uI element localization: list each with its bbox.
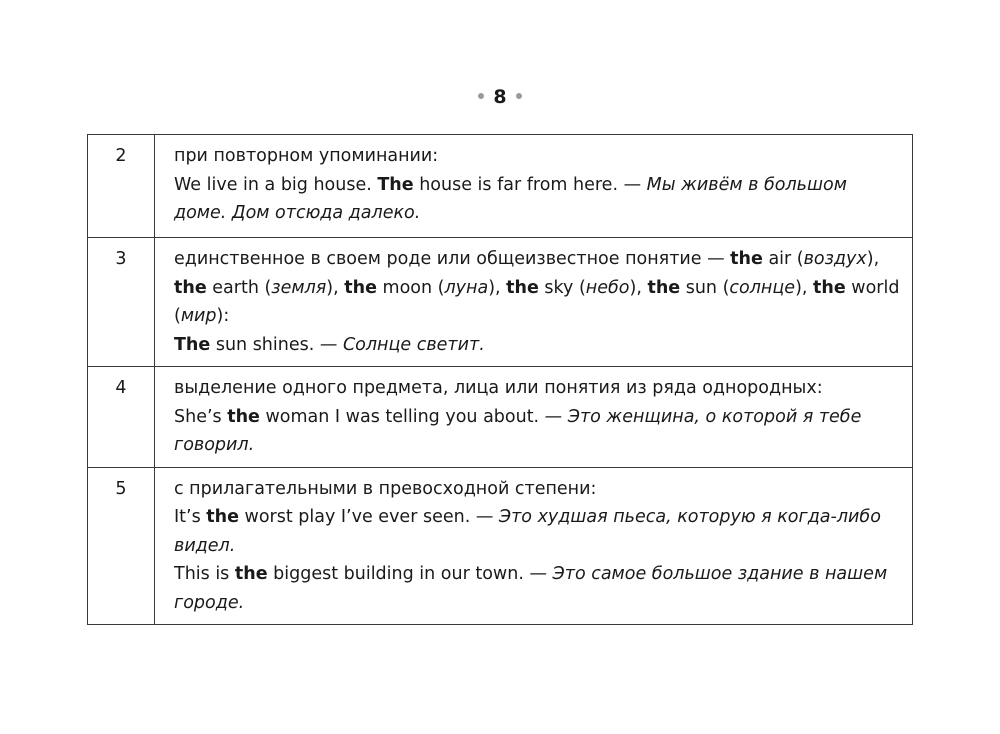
bullet-dot-right [516,93,522,99]
separator: ), [488,277,507,298]
table-row [88,367,913,468]
article-the: the [227,406,260,427]
example-line [174,560,900,617]
example-text: biggest building in our town. — [267,564,553,584]
row-content [155,467,913,625]
page-number-header [0,84,1000,110]
separator: ), [795,277,814,298]
article-the: the [174,277,207,298]
rule-heading: с прилагательными в превосходной степени: [174,478,597,499]
example-line [174,331,900,360]
row-content [155,367,913,468]
word: sun ( [680,277,730,298]
separator: ), [629,277,648,298]
word: sky ( [538,277,586,298]
separator: ): [216,306,230,326]
separator: ), [326,277,345,298]
translation: солнце [729,277,796,298]
row-content [155,135,913,238]
article-the: the [813,277,846,298]
article-the: The [377,174,414,195]
rule-heading: единственное в своем роде или общеизвестное понятие — [174,249,731,269]
row-number: 4 [88,367,155,468]
example-text: She’s [174,406,228,427]
row-number: 5 [88,467,155,625]
example-text: sun shines. — [210,334,343,355]
article-the: the [206,507,239,527]
word: world ( [174,277,900,326]
example-text: woman I was telling you about. — [259,406,568,427]
translation: воздух [803,249,867,269]
page-number: 8 [493,86,507,108]
article-the: the [506,277,539,298]
table-row [88,135,913,238]
word: air ( [762,249,804,269]
article-the: The [174,334,211,355]
example-line [174,503,900,560]
word: earth ( [206,277,272,298]
translation: мир [180,306,217,326]
row-content [155,238,913,367]
translation: небо [585,277,630,298]
table-row [88,467,913,625]
translation: Это худшая пьеса, которую я когда-либо видел. [174,507,881,556]
row-number: 3 [88,238,155,367]
article-the: the [647,277,681,298]
separator: ), [866,249,880,269]
bullet-dot-left [478,93,484,99]
translation: Это женщина, о которой я тебе говорил. [174,406,862,455]
example-text: We live in a big house. [174,174,378,195]
article-the: the [344,277,377,298]
article-rules-table [87,134,913,625]
translation: луна [444,277,489,298]
rule-heading: выделение одного предмета, лица или понятия из ряда однородных: [174,378,823,398]
rule-heading: при повторном упоминании: [174,146,439,166]
translation: Это самое большое здание в нашем городе. [174,564,888,613]
translation: Солнце светит. [342,334,485,355]
example-text: house is far from here. — [413,174,647,195]
article-the: the [234,564,268,584]
word: moon ( [376,277,445,298]
translation: земля [271,277,327,298]
translation: Мы живём в большом доме. Дом отсюда далеко. [174,174,847,223]
article-the: the [730,249,763,269]
example-text: worst play I’ve ever seen. — [238,507,499,527]
row-number: 2 [88,135,155,238]
example-text: This is [174,564,235,584]
example-text: It’s [174,507,207,527]
table-row [88,238,913,367]
